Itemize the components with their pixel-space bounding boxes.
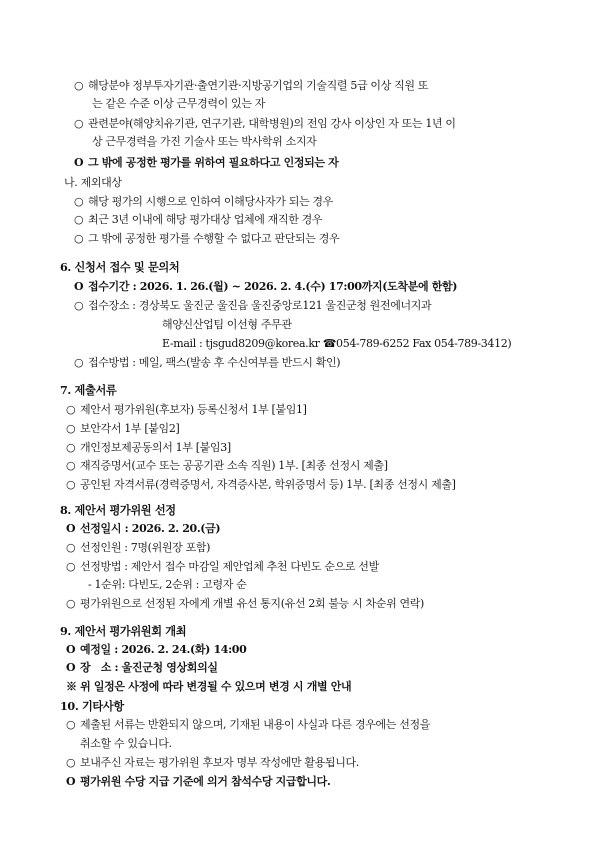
document-item: ○ 공인된 자격서류(경력증명서, 자격증사본, 학위증명서 등) 1부. [최종 선정시 제출] [66, 478, 456, 491]
selection-date: O 선정일시 : 2026. 2. 20.(금) [66, 522, 221, 535]
document-item: ○ 제안서 평가위원(후보자) 등록신청서 1부 [붙임1] [66, 403, 307, 416]
schedule-note: ※ 위 일정은 사정에 따라 변경될 수 있으며 변경 시 개별 안내 [66, 680, 352, 693]
document-item: ○ 개인정보제공동의서 1부 [붙임3] [66, 441, 231, 454]
exclusion-item: ○ 최근 3년 이내에 해당 평가대상 업체에 재직한 경우 [74, 213, 323, 226]
qualification-item: ○ 관련분야(해양치유기관, 연구기관, 대학병원)의 전임 강사 이상인 자 또는 1년 이 [74, 117, 456, 130]
selection-method: ○ 선정방법 : 제안서 접수 마감일 제안업체 추천 다빈도 순으로 선발 [66, 560, 379, 573]
misc-item-cont: 취소할 수 있습니다. [80, 737, 172, 750]
contact-email: E-mail : tjsgud8209@korea.kr ☎054-789-6252 Fax 054-789-3412) [162, 337, 512, 350]
section-6-heading: 6. 신청서 접수 및 문의처 [60, 260, 180, 274]
document-item: ○ 보안각서 1부 [붙임2] [66, 422, 180, 435]
section-8-heading: 8. 제안서 평가위원 선정 [60, 503, 176, 517]
misc-item-bold: O 평가위원 수당 지급 기준에 의거 참석수당 지급합니다. [66, 775, 331, 788]
selection-method-sub: - 1순위: 다빈도, 2순위 : 고령자 순 [88, 578, 247, 591]
exclusion-item: ○ 그 밖에 공정한 평가를 수행할 수 없다고 판단되는 경우 [74, 232, 340, 245]
application-method: ○ 접수방법 : 메일, 팩스(발송 후 수신여부를 반드시 확인) [74, 356, 341, 369]
application-place-cont: 해양신산업팀 이선형 주무관 [162, 318, 292, 331]
qualification-item-bold: O 그 밖에 공정한 평가를 위하여 필요하다고 인정되는 자 [74, 156, 339, 169]
misc-item: ○ 제출된 서류는 반환되지 않으며, 기재된 내용이 사실과 다른 경우에는 선정을 [66, 718, 431, 731]
qualification-item: ○ 해당분야 정부투자기관·출연기관·지방공기업의 기술직렬 5급 이상 직원 또 [74, 79, 429, 92]
section-7-heading: 7. 제출서류 [60, 383, 117, 397]
exclusion-item: ○ 해당 평가의 시행으로 인하여 이해당사자가 되는 경우 [74, 195, 333, 208]
application-place: ○ 접수장소 : 경상북도 울진군 울진읍 울진중앙로121 울진군청 원전에너지과 [74, 299, 432, 312]
meeting-date: O 예정일 : 2026. 2. 24.(화) 14:00 [66, 643, 247, 656]
application-period: O 접수기간 : 2026. 1. 26.(월) ~ 2026. 2. 4.(수) 17:00까지(도착분에 한함) [74, 280, 458, 293]
selection-count: ○ 선정인원 : 7명(위원장 포함) [66, 541, 211, 554]
section-10-heading: 10. 기타사항 [60, 699, 124, 713]
exclusion-heading: 나. 제외대상 [64, 176, 122, 189]
misc-item: ○ 보내주신 자료는 평가위원 후보자 명부 작성에만 활용됩니다. [66, 756, 359, 769]
qualification-item-cont: 상 근무경력을 가진 기술사 또는 박사학위 소지자 [92, 135, 317, 148]
qualification-item-cont: 는 같은 수준 이상 근무경력이 있는 자 [92, 97, 266, 110]
section-9-heading: 9. 제안서 평가위원회 개최 [60, 624, 187, 638]
document-item: ○ 재직증명서(교수 또는 공공기관 소속 직원) 1부. [최종 선정시 제출] [66, 459, 388, 472]
selection-notice: ○ 평가위원으로 선정된 자에게 개별 유선 통지(유선 2회 불능 시 차순위 연락) [66, 597, 424, 610]
meeting-place: O 장 소 : 울진군청 영상회의실 [66, 661, 218, 674]
